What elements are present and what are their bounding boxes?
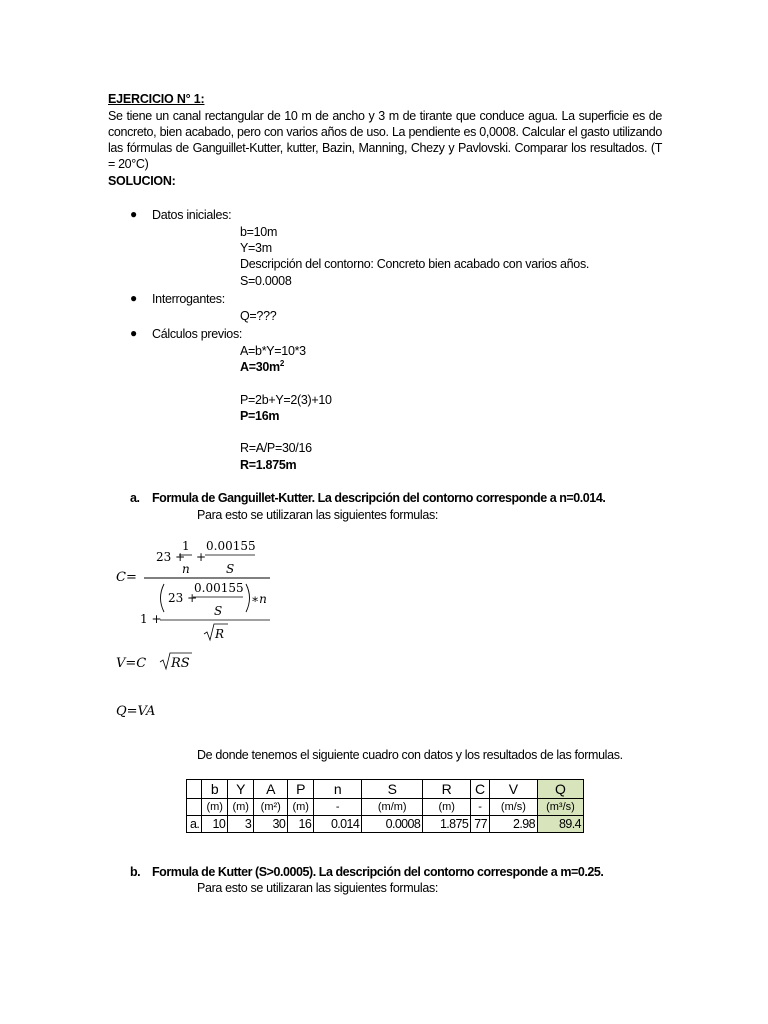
data-cell: 0.014 bbox=[314, 816, 362, 833]
section-a-subtext: Para esto se utilizaran las siguientes formulas: bbox=[197, 508, 438, 522]
value-b: b=10m bbox=[240, 225, 278, 239]
value-q: Q=??? bbox=[240, 309, 277, 323]
q-eq: Q=VA bbox=[116, 704, 156, 719]
den-00155: 0.00155 bbox=[194, 581, 244, 595]
num-23: 23 + bbox=[156, 550, 186, 564]
calc-area-result: $A=30m^2$ bbox=[240, 359, 285, 375]
data-cell: 10 bbox=[202, 816, 228, 833]
calc-area-expr: A=b*Y=10*3 bbox=[240, 344, 306, 358]
data-cell: 2.98 bbox=[489, 816, 537, 833]
data-cell: 1.875 bbox=[423, 816, 471, 833]
section-a-heading: a. Formula de Ganguillet-Kutter. La descripción del contorno corresponde a n=0.014. bbox=[130, 491, 606, 505]
data-cell: 0.0008 bbox=[362, 816, 423, 833]
bullet-dot: ● bbox=[130, 291, 138, 305]
header-cell: V bbox=[489, 780, 537, 799]
calc-perimeter-result: P=16m bbox=[240, 409, 280, 423]
header-cell: C bbox=[471, 780, 490, 799]
exercise-title: EJERCICIO N° 1: bbox=[108, 92, 205, 106]
unit-cell: (m/s) bbox=[489, 799, 537, 816]
value-s: S=0.0008 bbox=[240, 274, 292, 288]
num-n: n bbox=[182, 562, 190, 576]
num-00155: 0.00155 bbox=[206, 539, 256, 553]
section-b-subtext: Para esto se utilizaran las siguientes formulas: bbox=[197, 881, 438, 895]
header-cell: b bbox=[202, 780, 228, 799]
unit-cell: - bbox=[314, 799, 362, 816]
v-rs: RS bbox=[171, 656, 190, 671]
data-cell: 77 bbox=[471, 816, 490, 833]
solution-heading: SOLUCION: bbox=[108, 174, 176, 188]
den-sqrt-r: R bbox=[215, 627, 225, 641]
c-lhs: C= bbox=[116, 570, 137, 585]
table-row bbox=[187, 816, 584, 833]
header-cell: S bbox=[362, 780, 423, 799]
den-23: 23 + bbox=[168, 591, 198, 605]
header-cell: n bbox=[314, 780, 362, 799]
header-cell-q: Q bbox=[537, 780, 583, 799]
v-lhs: V=C bbox=[116, 656, 147, 671]
unit-cell-q: (m³/s) bbox=[537, 799, 583, 816]
value-y: Y=3m bbox=[240, 241, 272, 255]
problem-statement: Se tiene un canal rectangular de 10 m de ancho y 3 m de tirante que conduce agua. La superficie es de concreto, bien acabado, pero con varios años de uso. La pendiente es 0,0008. Calcular el gasto utilizando las fórmulas de Ganguillet-Kutter, kutter, Bazin, Manning, Chezy y Pavlovski. Comparar los resultados. (T = 20°C) bbox=[108, 109, 662, 171]
header-cell: P bbox=[288, 780, 314, 799]
header-cell: R bbox=[423, 780, 471, 799]
num-one: 1 bbox=[182, 539, 190, 553]
calc-perimeter-expr: P=2b+Y=2(3)+10 bbox=[240, 393, 332, 407]
unit-cell: - bbox=[471, 799, 490, 816]
num-plus: + bbox=[196, 550, 207, 564]
table-header-row bbox=[187, 780, 584, 799]
units-corner bbox=[187, 799, 202, 816]
unit-cell: (m²) bbox=[254, 799, 288, 816]
calc-radius-expr: R=A/P=30/16 bbox=[240, 441, 312, 455]
header-cell: A bbox=[254, 780, 288, 799]
bullet-dot: ● bbox=[130, 326, 138, 340]
bullet-label-datos: Datos iniciales: bbox=[152, 208, 232, 222]
data-cell: 30 bbox=[254, 816, 288, 833]
unit-cell: (m) bbox=[228, 799, 254, 816]
unit-cell: (m) bbox=[202, 799, 228, 816]
num-s: S bbox=[226, 562, 235, 576]
discharge-formula bbox=[112, 698, 192, 722]
section-b-heading: b. Formula de Kutter (S>0.0005). La descripción del contorno corresponde a m=0.25. bbox=[130, 865, 604, 879]
bullet-label-calculos: Cálculos previos: bbox=[152, 327, 243, 341]
unit-cell: (m/m) bbox=[362, 799, 423, 816]
unit-cell: (m) bbox=[288, 799, 314, 816]
data-cell: 16 bbox=[288, 816, 314, 833]
calc-radius-result: R=1.875m bbox=[240, 458, 297, 472]
den-times-n: ∗n bbox=[251, 592, 267, 606]
header-cell: Y bbox=[228, 780, 254, 799]
bullet-dot: ● bbox=[130, 207, 138, 221]
data-cell-q: 89.4 bbox=[537, 816, 583, 833]
ganguillet-kutter-formula bbox=[112, 536, 292, 644]
unit-cell: (m) bbox=[423, 799, 471, 816]
den-s: S bbox=[214, 604, 223, 618]
velocity-formula bbox=[112, 650, 232, 674]
data-cell: 3 bbox=[228, 816, 254, 833]
den-one-plus: 1 + bbox=[140, 612, 162, 626]
table-corner bbox=[187, 780, 202, 799]
table-intro: De donde tenemos el siguiente cuadro con datos y los resultados de las formulas. bbox=[197, 748, 623, 762]
table-units-row bbox=[187, 799, 584, 816]
row-label: a. bbox=[187, 816, 202, 833]
bullet-label-interrogantes: Interrogantes: bbox=[152, 292, 225, 306]
value-contorno: Descripción del contorno: Concreto bien acabado con varios años. bbox=[240, 257, 590, 271]
results-table bbox=[186, 779, 584, 833]
